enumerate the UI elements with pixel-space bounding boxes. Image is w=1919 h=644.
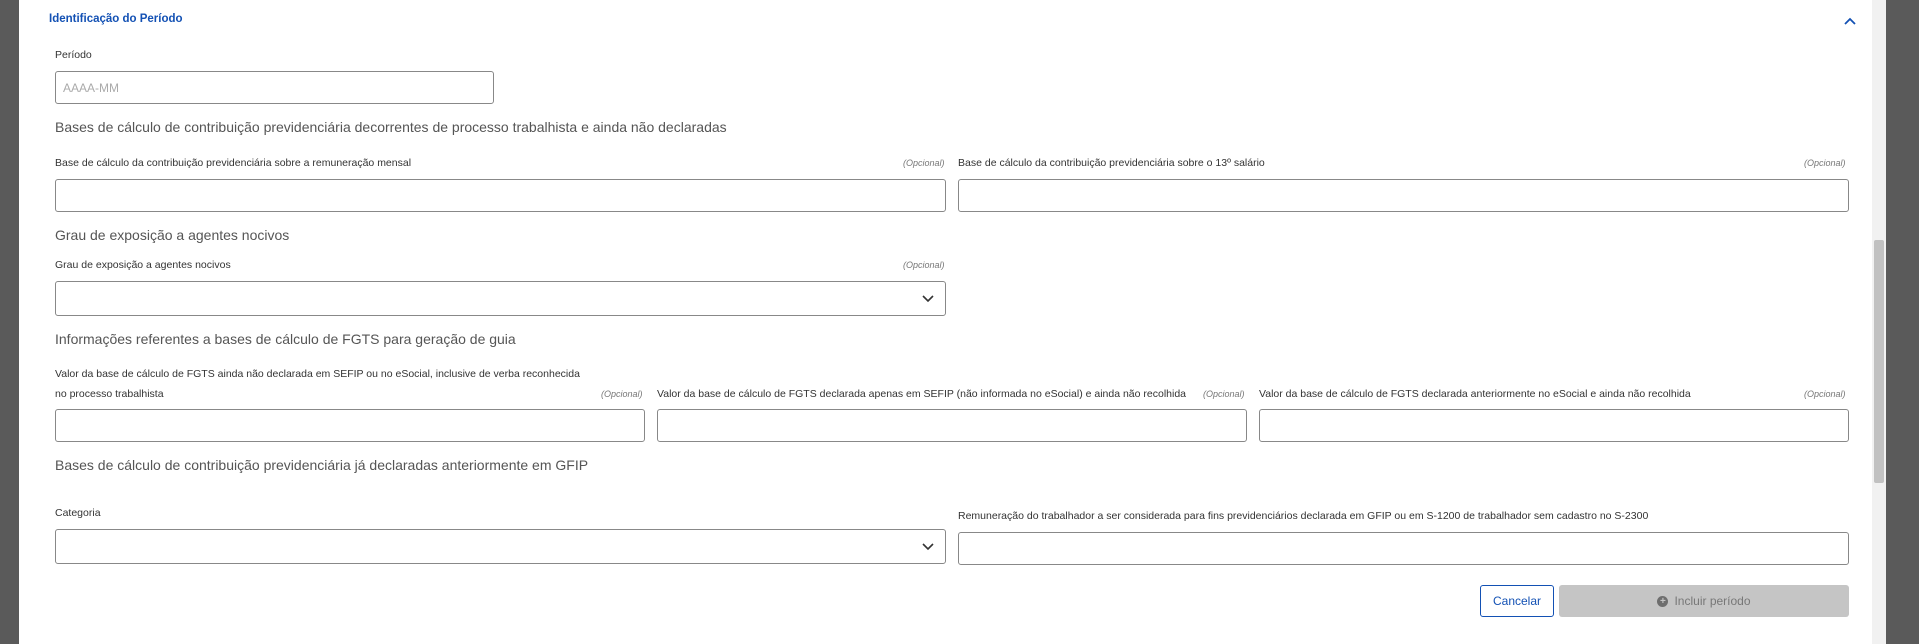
optional-tag: (Opcional) — [903, 260, 945, 270]
cancel-button-label: Cancelar — [1492, 594, 1542, 608]
fgts-sefip-input[interactable] — [657, 409, 1247, 442]
add-period-button-label: Incluir período — [1674, 594, 1751, 608]
fgts-esocial-input[interactable] — [1259, 409, 1849, 442]
plus-circle-icon: + — [1657, 596, 1668, 607]
decimo-terceiro-input[interactable] — [958, 179, 1849, 212]
optional-tag: (Opcional) — [601, 389, 643, 399]
bases-contrib-subtitle: Bases de cálculo de contribuição previdenciária decorrentes de processo trabalhista e ainda não declaradas — [55, 119, 727, 135]
gfip-remuneracao-label: Remuneração do trabalhador a ser considerada para fins previdenciários declarada em GFIP ou em S-1200 de trabalhador sem cadastro no S-2300 — [958, 510, 1649, 522]
categoria-select[interactable] — [55, 529, 946, 564]
optional-tag: (Opcional) — [1804, 158, 1846, 168]
periodo-input[interactable] — [55, 71, 494, 104]
fgts-esocial-label: Valor da base de cálculo de FGTS declarada anteriormente no eSocial e ainda não recolhida — [1259, 388, 1691, 400]
modal-backdrop-left — [0, 0, 19, 644]
form-panel — [19, 0, 1872, 644]
grau-label: Grau de exposição a agentes nocivos — [55, 259, 231, 271]
remuneracao-mensal-input[interactable] — [55, 179, 946, 212]
fgts-sefip-label: Valor da base de cálculo de FGTS declarada apenas em SEFIP (não informada no eSocial) e ainda não recolhida — [657, 388, 1187, 400]
remuneracao-mensal-label: Base de cálculo da contribuição previdenciária sobre a remuneração mensal — [55, 157, 412, 169]
section-title[interactable]: Identificação do Período — [49, 13, 183, 25]
add-period-button[interactable] — [1559, 585, 1849, 617]
gfip-remuneracao-input[interactable] — [958, 532, 1849, 565]
grau-select[interactable] — [55, 281, 946, 316]
optional-tag: (Opcional) — [1804, 389, 1846, 399]
chevron-down-icon — [921, 294, 935, 304]
optional-tag: (Opcional) — [903, 158, 945, 168]
periodo-label: Período — [55, 49, 92, 61]
fgts-nao-declarada-label-line2: no processo trabalhista — [55, 388, 164, 400]
fgts-subtitle: Informações referentes a bases de cálculo de FGTS para geração de guia — [55, 331, 516, 347]
fgts-nao-declarada-label-line1: Valor da base de cálculo de FGTS ainda não declarada em SEFIP ou no eSocial, inclusive de verba reconhecida — [55, 368, 580, 380]
grau-subtitle: Grau de exposição a agentes nocivos — [55, 227, 290, 243]
chevron-up-icon[interactable] — [1841, 14, 1859, 28]
fgts-nao-declarada-input[interactable] — [55, 409, 645, 442]
optional-tag: (Opcional) — [1203, 389, 1245, 399]
scrollbar[interactable] — [1872, 0, 1886, 644]
scrollbar-thumb[interactable] — [1874, 240, 1884, 483]
decimo-terceiro-label: Base de cálculo da contribuição previdenciária sobre o 13º salário — [958, 157, 1265, 169]
categoria-label: Categoria — [55, 507, 101, 519]
modal-backdrop-right — [1886, 0, 1919, 644]
cancel-button[interactable] — [1480, 585, 1554, 617]
gfip-subtitle: Bases de cálculo de contribuição previdenciária já declaradas anteriormente em GFIP — [55, 457, 589, 473]
chevron-down-icon — [921, 542, 935, 552]
